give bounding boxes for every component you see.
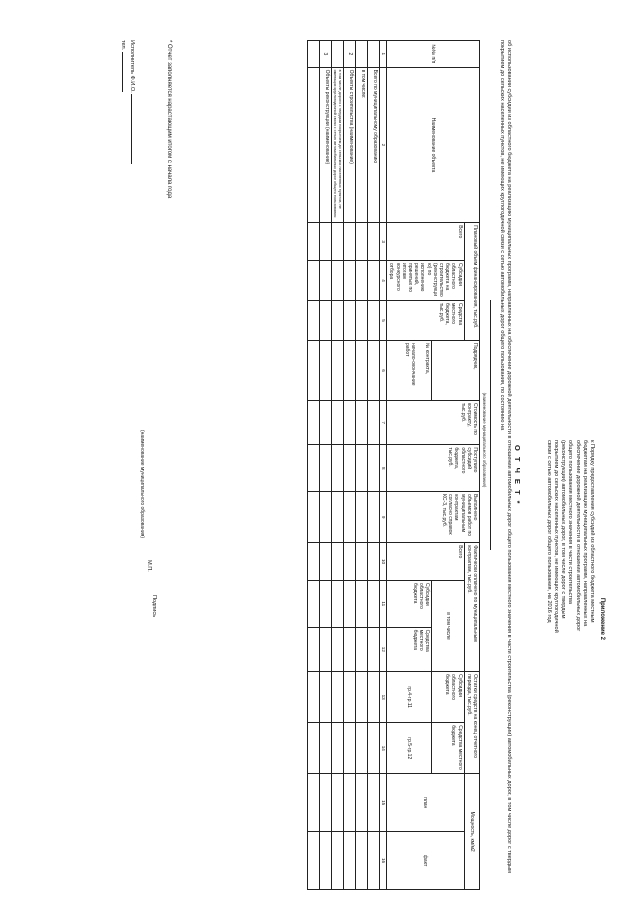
- head-caption: (наименование муниципального образования): [139, 430, 145, 538]
- table-row: [307, 41, 319, 890]
- header-done: Выполнено объемов работ по муниципальным контрактам согласно справок КС-3, тыс.руб.: [387, 492, 480, 543]
- header-paid-incl: в том числе: [431, 580, 464, 671]
- appendix-line: обеспечение дорожной деятельности в отношении автомобильных дорог: [574, 440, 581, 632]
- row-name: Объекты реконструкции (наименование): [319, 67, 331, 223]
- col-number: 11: [379, 580, 386, 627]
- row-name: в том числе:: [355, 67, 367, 223]
- header-contractor: Подрядчик,: [431, 340, 479, 400]
- municipality-line: [490, 300, 491, 550]
- header-remain-local: Средства местного бюджета: [431, 723, 464, 774]
- table-row: [319, 41, 331, 890]
- col-number: 15: [379, 774, 386, 832]
- executor-signature-line: [131, 94, 132, 164]
- row-num: [355, 41, 367, 68]
- col-number: 14: [379, 723, 386, 774]
- report-subtitle: об использовании субсидии из областного бюджета на реализацию муниципальных программ, направленных на обеспечение дорожной деятельности в отношении автомобильных дорог общего пользования местного значения в части строительства (реконструкции) автомобильных дорог, в том числе дорог с твердым покрытием до сельских населенных пунктов, не имеющих круглогодичной связи с сетью автомобильных дорог общего пользования, по состоянию на: [498, 40, 512, 873]
- executor-line: [129, 40, 135, 164]
- col-number: 10: [379, 543, 386, 581]
- phone-line: [120, 40, 126, 92]
- col-number: 12: [379, 627, 386, 671]
- appendix-line: покрытием до сельских населенных пунктов, не имеющих круглогодичной: [552, 440, 559, 633]
- table-row: [331, 41, 343, 890]
- col-number: 6: [379, 340, 386, 400]
- header-paid-total: Всего: [387, 543, 464, 581]
- appendix-title: Приложение 2: [599, 597, 605, 640]
- mp-label: М.П.: [146, 560, 152, 572]
- header-contract-number: № контракта,: [423, 342, 430, 375]
- phone-label: тел.: [120, 40, 126, 51]
- row-num: [367, 41, 379, 68]
- header-contractor-sub: [387, 340, 432, 400]
- row-name: Объекты строительства (наименование): [343, 67, 355, 223]
- col-number: 4: [379, 260, 386, 300]
- header-num: №№ п/п: [387, 41, 480, 68]
- col-number: 5: [379, 300, 386, 340]
- phone-value-line: [122, 52, 123, 92]
- row-name: [307, 67, 319, 223]
- row-num: [331, 41, 343, 68]
- header-contract-dates: начало-окончание работ: [403, 342, 416, 386]
- column-number-row: [379, 41, 386, 890]
- header-paid-subsidy: Субсидии областного бюджета: [387, 580, 432, 627]
- header-remain-formula-1: гр.4-гр.11: [387, 672, 432, 723]
- header-plan-total: Всего: [387, 223, 464, 261]
- appendix-lines: [545, 440, 595, 860]
- header-plan-local: Средства местного бюджета, тыс.руб.: [387, 300, 464, 340]
- appendix-line: связи с сетью автомобильных дорог общего пользования, на 2016 год: [545, 440, 552, 623]
- row-name: Всего по муниципальному образованию: [367, 67, 379, 223]
- col-number: 13: [379, 672, 386, 723]
- header-remain-formula-2: гр.5-гр.12: [387, 723, 432, 774]
- table-row: [343, 41, 355, 890]
- row-num: [307, 41, 319, 68]
- report-title: О Т Ч Е Т *: [513, 445, 522, 506]
- appendix-line: к Порядку предоставления субсидий из областного бюджета местным: [589, 440, 595, 623]
- appendix-line: общего пользования местного значения в части строительства: [567, 440, 574, 605]
- header-remain-subsidy: Субсидии областного бюджета: [431, 672, 464, 723]
- col-number: 2: [379, 67, 386, 223]
- appendix-line: (реконструкции) автомобильных дорог, в том числе дорог с твердым: [560, 440, 567, 619]
- row-name: в том числе дороги с твердым покрытием до сельских населенных пунктов, не имеющих круглогодичной связи с сетью автомобильных дорог общего пользования: [331, 67, 343, 223]
- header-cap-fact: факт: [387, 832, 464, 890]
- header-received: Поступило субсидий областного бюджета, тыс.руб.: [387, 445, 480, 492]
- header-plan: Плановый объем финансирования, тыс.руб.: [464, 223, 479, 341]
- table-row: [367, 41, 379, 890]
- col-number: 1: [379, 41, 386, 68]
- header-remain: Остатки средств на конец отчетного периода, тыс.руб.: [464, 672, 479, 774]
- appendix-line: бюджетам на реализацию муниципальных программ, направленных на: [581, 440, 588, 627]
- col-number: 9: [379, 492, 386, 543]
- header-paid: Фактически оплачено по муниципальным контрактам, тыс.руб.: [464, 543, 479, 672]
- col-number: 7: [379, 400, 386, 444]
- header-plan-subsidy: Субсидии областного бюджета на строительство (реконструкцию) по исполнению решений, принятых по итогам конкурсного отбора: [387, 260, 464, 300]
- col-number: 3: [379, 223, 386, 261]
- row-num: 3: [319, 41, 331, 68]
- header-paid-local: Средства местного бюджета: [387, 627, 432, 671]
- report-table: [307, 40, 480, 890]
- header-capacity: Мощность, км/м2: [464, 774, 479, 890]
- signature-label: Подпись: [151, 595, 157, 618]
- header-contract-cost: Стоимость по контракту, тыс.руб.: [387, 400, 480, 444]
- col-number: 8: [379, 445, 386, 492]
- row-num: 2: [343, 41, 355, 68]
- header-cap-plan: план: [387, 774, 464, 832]
- footnote: * Отчет заполняется нарастающим итогом с начала года: [166, 40, 172, 199]
- table-row: [355, 41, 367, 890]
- col-number: 16: [379, 832, 386, 890]
- municipality-caption: (наименование муниципального образования): [482, 392, 487, 488]
- header-name: Наименование объекта: [387, 67, 480, 223]
- executor-label: Исполнитель Ф.И.О.: [129, 40, 135, 93]
